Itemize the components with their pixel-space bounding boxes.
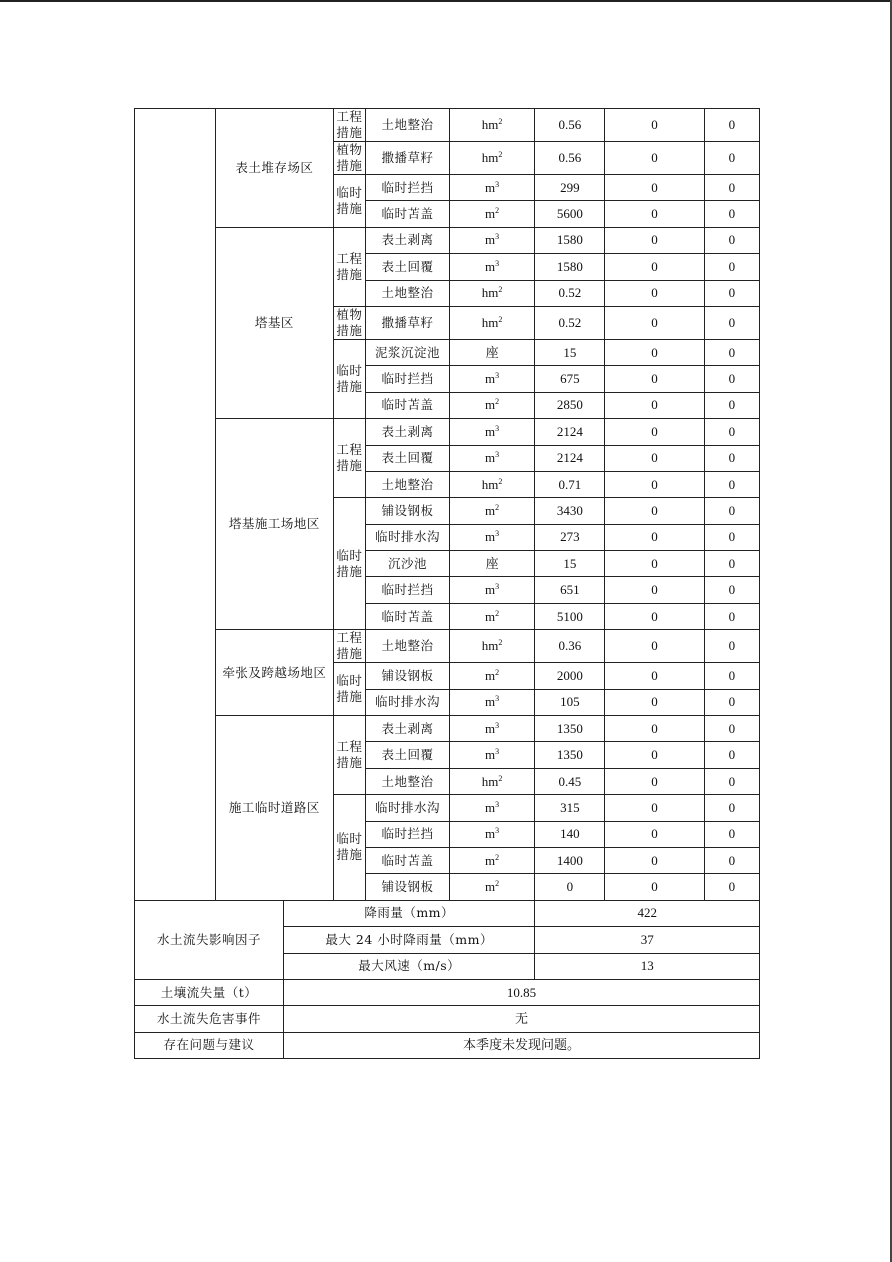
planned-quantity-cell: 105 (535, 689, 605, 715)
measure-name-cell: 临时拦挡 (366, 821, 449, 847)
soil-conservation-table (134, 108, 760, 1059)
completed-quantity-cell: 0 (605, 109, 704, 142)
completed-quantity-cell: 0 (605, 821, 704, 847)
planned-quantity-cell: 140 (535, 821, 605, 847)
completed-quantity-cell: 0 (605, 142, 704, 175)
unit-text: hm (481, 285, 499, 301)
cumulative-quantity-cell: 0 (704, 768, 759, 794)
measure-name-cell: 临时拦挡 (366, 577, 449, 603)
summary-row (135, 979, 760, 1005)
measure-name-cell: 表土回覆 (366, 254, 449, 280)
unit-exponent: 3 (495, 232, 500, 242)
summary-row (135, 1006, 760, 1032)
unit-exponent: 3 (495, 450, 500, 460)
unit-text: m (485, 258, 496, 274)
summary-value-cell: 本季度未发现问题。 (283, 1032, 759, 1058)
cumulative-quantity-cell: 0 (704, 201, 759, 227)
unit-cell (449, 392, 535, 418)
cumulative-quantity-cell: 0 (704, 471, 759, 497)
unit-cell (449, 280, 535, 306)
measure-name-cell: 表土剥离 (366, 227, 449, 253)
unit-cell (449, 847, 535, 873)
unit-cell (449, 498, 535, 524)
planned-quantity-cell: 1580 (535, 254, 605, 280)
factor-value-cell: 13 (535, 953, 760, 979)
measure-name-cell: 临时排水沟 (366, 689, 449, 715)
unit-exponent: 2 (498, 476, 503, 486)
planned-quantity-cell: 299 (535, 175, 605, 201)
completed-quantity-cell: 0 (605, 366, 704, 392)
measure-name-cell: 临时苫盖 (366, 392, 449, 418)
completed-quantity-cell: 0 (605, 689, 704, 715)
measure-type-cell: 临时措施 (333, 339, 366, 418)
zone-name-cell: 塔基区 (216, 227, 333, 418)
cumulative-quantity-cell: 0 (704, 419, 759, 445)
completed-quantity-cell: 0 (605, 768, 704, 794)
unit-exponent: 2 (495, 852, 500, 862)
measure-name-cell: 临时苫盖 (366, 847, 449, 873)
unit-cell (449, 603, 535, 629)
measure-name-cell: 土地整治 (366, 768, 449, 794)
unit-cell (449, 254, 535, 280)
unit-exponent: 3 (495, 423, 500, 433)
unit-exponent: 2 (498, 314, 503, 324)
summary-row (135, 1032, 760, 1058)
unit-text: hm (481, 314, 499, 330)
cumulative-quantity-cell: 0 (704, 689, 759, 715)
unit-text: m (485, 694, 496, 710)
cumulative-quantity-cell: 0 (704, 630, 759, 663)
zone-name-cell: 塔基施工场地区 (216, 419, 333, 630)
planned-quantity-cell: 315 (535, 795, 605, 821)
cumulative-quantity-cell: 0 (704, 280, 759, 306)
planned-quantity-cell: 675 (535, 366, 605, 392)
unit-exponent: 3 (495, 799, 500, 809)
cumulative-quantity-cell: 0 (704, 142, 759, 175)
unit-cell (449, 471, 535, 497)
unit-text: m (485, 747, 496, 763)
planned-quantity-cell: 3430 (535, 498, 605, 524)
unit-cell (449, 577, 535, 603)
unit-cell (449, 175, 535, 201)
unit-exponent: 2 (495, 502, 500, 512)
measure-type-cell: 临时措施 (333, 175, 366, 228)
measure-name-cell: 铺设钢板 (366, 663, 449, 689)
factor-name-cell: 降雨量（mm） (283, 900, 535, 926)
cumulative-quantity-cell: 0 (704, 227, 759, 253)
cumulative-quantity-cell: 0 (704, 742, 759, 768)
completed-quantity-cell: 0 (605, 630, 704, 663)
unit-exponent: 2 (495, 608, 500, 618)
completed-quantity-cell: 0 (605, 524, 704, 550)
planned-quantity-cell: 0.56 (535, 142, 605, 175)
measure-type-cell: 工程措施 (333, 419, 366, 498)
completed-quantity-cell: 0 (605, 498, 704, 524)
unit-cell (449, 109, 535, 142)
unit-cell (449, 142, 535, 175)
unit-cell (449, 630, 535, 663)
measure-type-cell: 临时措施 (333, 498, 366, 630)
cumulative-quantity-cell: 0 (704, 795, 759, 821)
unit-text: m (485, 502, 496, 518)
unit-text: m (485, 232, 496, 248)
unit-exponent: 2 (498, 638, 503, 648)
completed-quantity-cell: 0 (605, 795, 704, 821)
completed-quantity-cell: 0 (605, 663, 704, 689)
cumulative-quantity-cell: 0 (704, 663, 759, 689)
completed-quantity-cell: 0 (605, 445, 704, 471)
zone-name-cell: 牵张及跨越场地区 (216, 630, 333, 716)
unit-text: m (485, 371, 496, 387)
measure-name-cell: 土地整治 (366, 280, 449, 306)
planned-quantity-cell: 15 (535, 339, 605, 365)
planned-quantity-cell: 273 (535, 524, 605, 550)
planned-quantity-cell: 1580 (535, 227, 605, 253)
cumulative-quantity-cell: 0 (704, 716, 759, 742)
cumulative-quantity-cell: 0 (704, 175, 759, 201)
factor-value-cell: 422 (535, 900, 760, 926)
blank-category-cell (135, 109, 216, 901)
completed-quantity-cell: 0 (605, 392, 704, 418)
completed-quantity-cell: 0 (605, 254, 704, 280)
unit-exponent: 3 (495, 826, 500, 836)
unit-text: m (485, 179, 496, 195)
planned-quantity-cell: 2000 (535, 663, 605, 689)
measure-name-cell: 沉沙池 (366, 551, 449, 577)
measure-type-cell: 临时措施 (333, 795, 366, 901)
unit-cell (449, 821, 535, 847)
cumulative-quantity-cell: 0 (704, 603, 759, 629)
unit-exponent: 2 (495, 206, 500, 216)
unit-cell (449, 768, 535, 794)
unit-text: m (485, 529, 496, 545)
completed-quantity-cell: 0 (605, 716, 704, 742)
unit-exponent: 2 (498, 285, 503, 295)
cumulative-quantity-cell: 0 (704, 847, 759, 873)
unit-exponent: 3 (495, 179, 500, 189)
unit-text: m (485, 879, 496, 895)
table-row (135, 716, 760, 742)
planned-quantity-cell: 15 (535, 551, 605, 577)
unit-text: m (485, 397, 496, 413)
measure-name-cell: 临时排水沟 (366, 524, 449, 550)
planned-quantity-cell: 0 (535, 874, 605, 900)
planned-quantity-cell: 2850 (535, 392, 605, 418)
cumulative-quantity-cell: 0 (704, 339, 759, 365)
measure-name-cell: 表土剥离 (366, 716, 449, 742)
completed-quantity-cell: 0 (605, 742, 704, 768)
measure-name-cell: 撒播草籽 (366, 306, 449, 339)
unit-exponent: 2 (495, 397, 500, 407)
unit-cell (449, 689, 535, 715)
unit-cell (449, 742, 535, 768)
unit-exponent: 3 (495, 258, 500, 268)
cumulative-quantity-cell: 0 (704, 366, 759, 392)
completed-quantity-cell: 0 (605, 419, 704, 445)
planned-quantity-cell: 0.52 (535, 280, 605, 306)
unit-exponent: 2 (495, 667, 500, 677)
completed-quantity-cell: 0 (605, 280, 704, 306)
unit-exponent: 3 (495, 529, 500, 539)
completed-quantity-cell: 0 (605, 306, 704, 339)
unit-text: m (485, 450, 496, 466)
planned-quantity-cell: 2124 (535, 445, 605, 471)
cumulative-quantity-cell: 0 (704, 306, 759, 339)
unit-exponent: 3 (495, 747, 500, 757)
cumulative-quantity-cell: 0 (704, 498, 759, 524)
completed-quantity-cell: 0 (605, 175, 704, 201)
completed-quantity-cell: 0 (605, 339, 704, 365)
cumulative-quantity-cell: 0 (704, 392, 759, 418)
cumulative-quantity-cell: 0 (704, 254, 759, 280)
unit-cell (449, 201, 535, 227)
planned-quantity-cell: 1400 (535, 847, 605, 873)
unit-cell (449, 445, 535, 471)
planned-quantity-cell: 0.71 (535, 471, 605, 497)
completed-quantity-cell: 0 (605, 847, 704, 873)
unit-cell (449, 366, 535, 392)
unit-cell (449, 227, 535, 253)
measure-type-cell: 工程措施 (333, 716, 366, 795)
unit-cell (449, 551, 535, 577)
measure-name-cell: 泥浆沉淀池 (366, 339, 449, 365)
cumulative-quantity-cell: 0 (704, 577, 759, 603)
measure-name-cell: 土地整治 (366, 109, 449, 142)
planned-quantity-cell: 2124 (535, 419, 605, 445)
factor-label-cell: 水土流失影响因子 (135, 900, 284, 979)
table-body (135, 109, 760, 1059)
measure-type-cell: 植物措施 (333, 142, 366, 175)
unit-text: m (485, 206, 496, 222)
summary-label-cell: 水土流失危害事件 (135, 1006, 284, 1032)
unit-cell (449, 419, 535, 445)
planned-quantity-cell: 0.56 (535, 109, 605, 142)
table-row (135, 227, 760, 253)
planned-quantity-cell: 1350 (535, 716, 605, 742)
unit-text: m (485, 852, 496, 868)
planned-quantity-cell: 0.36 (535, 630, 605, 663)
unit-text: m (485, 582, 496, 598)
top-border-line (0, 0, 892, 2)
unit-exponent: 3 (495, 720, 500, 730)
unit-text: m (485, 608, 496, 624)
measure-name-cell: 临时拦挡 (366, 366, 449, 392)
unit-cell (449, 524, 535, 550)
measure-name-cell: 土地整治 (366, 630, 449, 663)
measure-type-cell: 工程措施 (333, 109, 366, 142)
unit-cell (449, 795, 535, 821)
measure-type-cell: 工程措施 (333, 227, 366, 306)
measure-type-cell: 临时措施 (333, 663, 366, 716)
summary-label-cell: 存在问题与建议 (135, 1032, 284, 1058)
cumulative-quantity-cell: 0 (704, 551, 759, 577)
completed-quantity-cell: 0 (605, 874, 704, 900)
planned-quantity-cell: 1350 (535, 742, 605, 768)
cumulative-quantity-cell: 0 (704, 524, 759, 550)
measure-name-cell: 土地整治 (366, 471, 449, 497)
completed-quantity-cell: 0 (605, 577, 704, 603)
unit-exponent: 2 (498, 150, 503, 159)
cumulative-quantity-cell: 0 (704, 109, 759, 142)
unit-text: 座 (485, 344, 499, 360)
summary-value-cell: 无 (283, 1006, 759, 1032)
measure-name-cell: 撒播草籽 (366, 142, 449, 175)
unit-cell (449, 663, 535, 689)
factor-name-cell: 最大风速（m/s） (283, 953, 535, 979)
planned-quantity-cell: 0.45 (535, 768, 605, 794)
completed-quantity-cell: 0 (605, 551, 704, 577)
planned-quantity-cell: 0.52 (535, 306, 605, 339)
measure-name-cell: 铺设钢板 (366, 498, 449, 524)
unit-exponent: 2 (498, 773, 503, 783)
cumulative-quantity-cell: 0 (704, 874, 759, 900)
unit-text: 座 (485, 555, 499, 571)
table-row (135, 419, 760, 445)
measure-name-cell: 表土回覆 (366, 742, 449, 768)
unit-cell (449, 874, 535, 900)
zone-name-cell: 表土堆存场区 (216, 109, 333, 228)
zone-name-cell: 施工临时道路区 (216, 716, 333, 901)
completed-quantity-cell: 0 (605, 471, 704, 497)
unit-text: hm (481, 638, 499, 654)
summary-label-cell: 土壤流失量（t） (135, 979, 284, 1005)
unit-cell (449, 716, 535, 742)
unit-text: hm (481, 773, 499, 789)
measure-type-cell: 工程措施 (333, 630, 366, 663)
measure-name-cell: 临时苫盖 (366, 603, 449, 629)
measure-name-cell: 表土剥离 (366, 419, 449, 445)
table-row (135, 630, 760, 663)
measure-type-cell: 植物措施 (333, 306, 366, 339)
factor-row (135, 900, 760, 926)
unit-text: m (485, 720, 496, 736)
measure-name-cell: 临时拦挡 (366, 175, 449, 201)
cumulative-quantity-cell: 0 (704, 445, 759, 471)
unit-exponent: 3 (495, 371, 500, 381)
unit-exponent: 2 (498, 117, 503, 126)
unit-cell (449, 339, 535, 365)
factor-name-cell: 最大 24 小时降雨量（mm） (283, 927, 535, 953)
unit-text: hm (481, 117, 499, 132)
cumulative-quantity-cell: 0 (704, 821, 759, 847)
table-row (135, 109, 760, 142)
unit-cell (449, 306, 535, 339)
unit-text: m (485, 826, 496, 842)
completed-quantity-cell: 0 (605, 603, 704, 629)
unit-exponent: 2 (495, 879, 500, 889)
measure-name-cell: 铺设钢板 (366, 874, 449, 900)
factor-value-cell: 37 (535, 927, 760, 953)
unit-text: hm (481, 476, 499, 492)
unit-text: m (485, 423, 496, 439)
unit-text: m (485, 799, 496, 815)
measure-name-cell: 临时排水沟 (366, 795, 449, 821)
planned-quantity-cell: 5100 (535, 603, 605, 629)
unit-exponent: 3 (495, 582, 500, 592)
summary-value-cell: 10.85 (283, 979, 759, 1005)
planned-quantity-cell: 5600 (535, 201, 605, 227)
completed-quantity-cell: 0 (605, 227, 704, 253)
unit-text: m (485, 667, 496, 683)
unit-text: hm (481, 150, 499, 165)
completed-quantity-cell: 0 (605, 201, 704, 227)
planned-quantity-cell: 651 (535, 577, 605, 603)
unit-exponent: 3 (495, 694, 500, 704)
measure-name-cell: 表土回覆 (366, 445, 449, 471)
measure-name-cell: 临时苫盖 (366, 201, 449, 227)
